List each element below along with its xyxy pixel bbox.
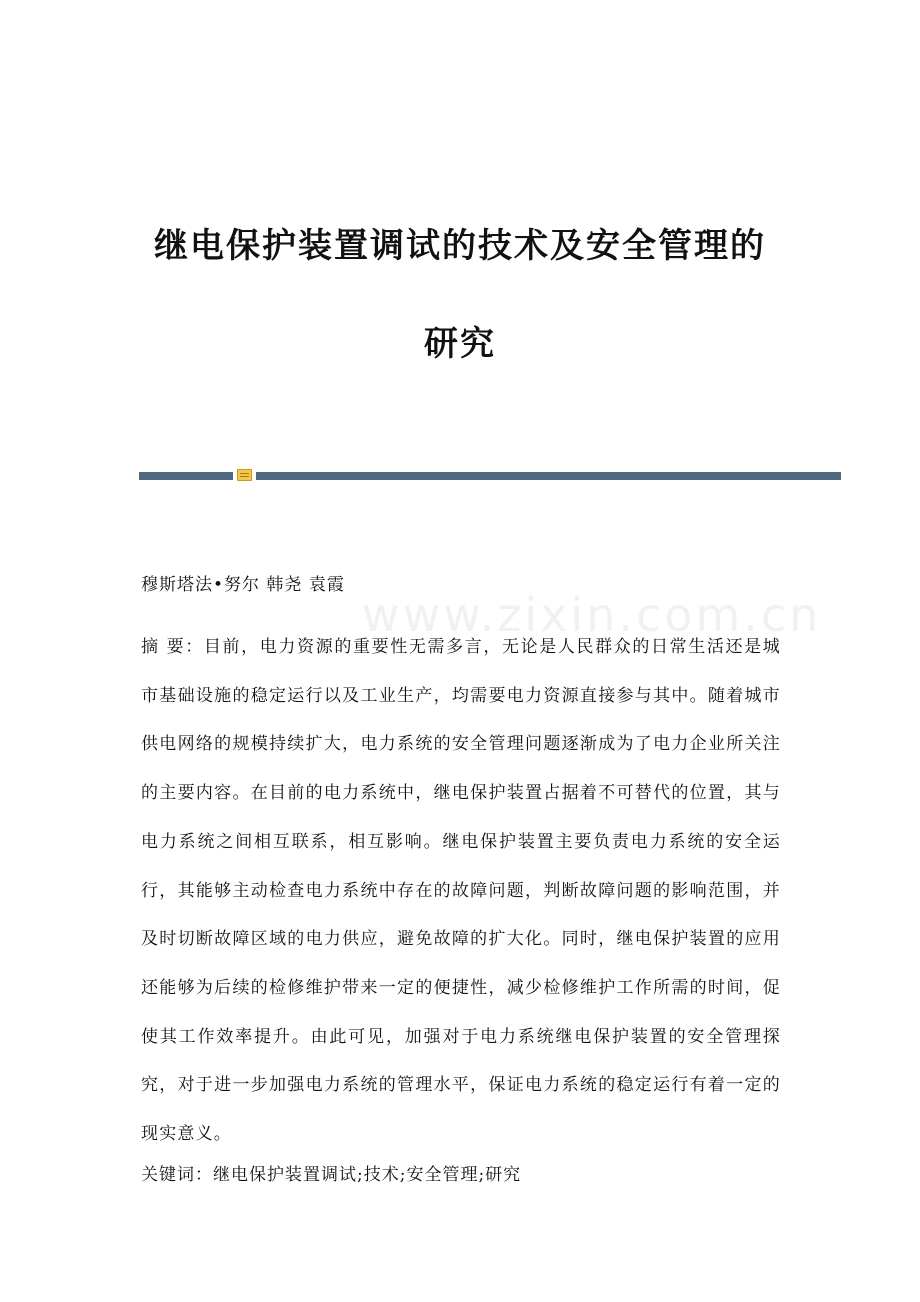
abstract-paragraph	[141, 623, 781, 1159]
document-title-line-2: 研究	[424, 324, 496, 364]
keywords-line	[141, 1160, 781, 1185]
title-divider	[139, 472, 841, 480]
keywords-value: 继电保护装置调试;技术;安全管理;研究	[213, 1165, 522, 1185]
envelope-icon	[237, 469, 252, 481]
abstract-text: 目前，电力资源的重要性无需多言，无论是人民群众的日常生活还是城市基础设施的稳定运行以及工业生产，均需要电力资源直接参与其中。随着城市供电网络的规模持续扩大，电力系统的安全管理问题逐渐成为了电力企业所关注的主要内容。在目前的电力系统中，继电保护装置占据着不可替代的位置，其与电力系统之间相互联系，相互影响。继电保护装置主要负责电力系统的安全运行，其能够主动检查电力系统中存在的故障问题，判断故障问题的影响范围，并及时切断故障区域的电力供应，避免故障的扩大化。同时，继电保护装置的应用还能够为后续的检修维护带来一定的便捷性，减少检修维护工作所需的时间，促使其工作效率提升。由此可见，加强对于电力系统继电保护装置的安全管理探究，对于进一步加强电力系统的管理水平，保证电力系统的稳定运行有着一定的现实意义。	[141, 637, 781, 1145]
author-list: 穆斯塔法•努尔 韩尧 袁霞	[141, 575, 345, 595]
divider-bar-right	[256, 472, 841, 480]
watermark: www.zixin.com.cn	[362, 588, 822, 642]
keywords-label: 关键词：	[141, 1165, 213, 1185]
abstract-label: 摘 要：	[141, 637, 204, 657]
document-title-line-1: 继电保护装置调试的技术及安全管理的	[154, 226, 766, 266]
divider-bar-left	[139, 472, 233, 480]
